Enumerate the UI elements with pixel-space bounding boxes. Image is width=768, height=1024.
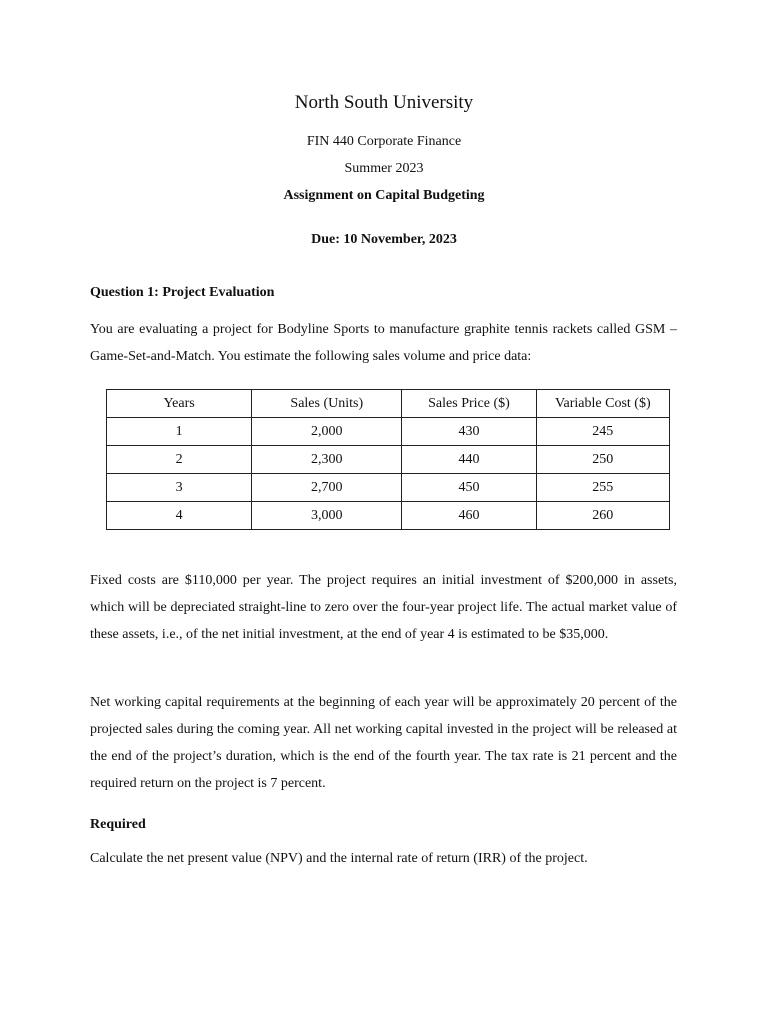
- table-cell: 245: [536, 418, 669, 446]
- table-cell: 440: [402, 446, 536, 474]
- column-header-years: Years: [107, 390, 252, 418]
- table-row: [107, 446, 670, 474]
- university-title: North South University: [294, 92, 474, 113]
- table-row: [107, 418, 670, 446]
- assignment-title: Assignment on Capital Budgeting: [283, 188, 485, 203]
- column-header-variable-cost: Variable Cost ($): [536, 390, 669, 418]
- table-cell: 4: [107, 502, 252, 530]
- working-capital-paragraph: Net working capital requirements at the beginning of each year will be approximately 20 percent of the projected sales during the coming year. All net working capital invested in the project will be released at the end of the project’s duration, which is the end of the fourth year. The tax rate is 21 percent and the required return on the project is 7 percent.: [90, 695, 677, 791]
- table-cell: 2,000: [252, 418, 402, 446]
- required-task-text: Calculate the net present value (NPV) and the internal rate of return (IRR) of the project.: [90, 851, 588, 866]
- table-row: [107, 502, 670, 530]
- table-cell: 3: [107, 474, 252, 502]
- required-heading: Required: [90, 817, 146, 832]
- table-cell: 450: [402, 474, 536, 502]
- table-row: [107, 474, 670, 502]
- column-header-sales-units: Sales (Units): [252, 390, 402, 418]
- table-cell: 2,300: [252, 446, 402, 474]
- table-cell: 430: [402, 418, 536, 446]
- table-cell: 2: [107, 446, 252, 474]
- question-intro-paragraph: You are evaluating a project for Bodyline Sports to manufacture graphite tennis rackets called GSM – Game-Set-and-Match. You estimate the following sales volume and price data:: [90, 322, 677, 364]
- table-header-row: [107, 390, 670, 418]
- course-name: FIN 440 Corporate Finance: [306, 134, 462, 149]
- column-header-sales-price: Sales Price ($): [402, 390, 536, 418]
- table-cell: 3,000: [252, 502, 402, 530]
- question-1-heading: Question 1: Project Evaluation: [90, 285, 275, 300]
- table-cell: 460: [402, 502, 536, 530]
- table-cell: 250: [536, 446, 669, 474]
- table-cell: 260: [536, 502, 669, 530]
- sales-data-table: [106, 389, 670, 530]
- fixed-costs-paragraph: Fixed costs are $110,000 per year. The project requires an initial investment of $200,000 in assets, which will be depreciated straight-line to zero over the four-year project life. The actual market value of these assets, i.e., of the net initial investment, at the end of year 4 is estimated to be $35,000.: [90, 573, 677, 642]
- due-date: Due: 10 November, 2023: [311, 232, 457, 247]
- table-cell: 2,700: [252, 474, 402, 502]
- term: Summer 2023: [344, 161, 424, 176]
- table-cell: 255: [536, 474, 669, 502]
- table-cell: 1: [107, 418, 252, 446]
